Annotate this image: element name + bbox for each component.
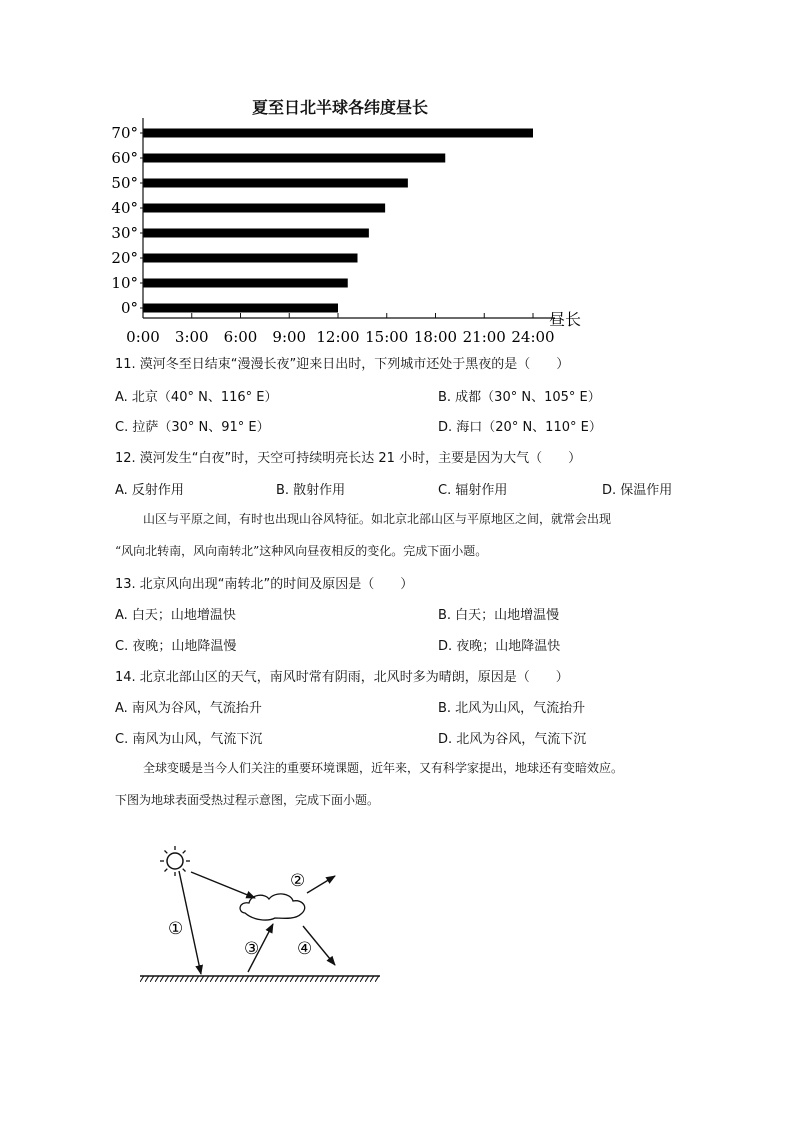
x-tick-label: 9:00 bbox=[272, 328, 307, 346]
question-12-option-d[interactable]: D. 保温作用 bbox=[602, 483, 673, 498]
passage-line: 全球变暖是当今人们关注的重要环境课题，近年来，又有科学家提出，地球还有变暗效应。 bbox=[143, 761, 624, 775]
y-tick-label: 10° bbox=[111, 274, 138, 292]
chart-bar bbox=[143, 304, 338, 313]
diagram-label-2: ② bbox=[290, 871, 306, 891]
x-axis-label: 昼长 bbox=[549, 310, 582, 329]
passage-line: 山区与平原之间，有时也出现山谷风特征。如北京北部山区与平原地区之间，就常会出现 bbox=[143, 512, 612, 526]
arrow-sun-to-cloud bbox=[191, 872, 255, 898]
chart-bar bbox=[143, 129, 533, 138]
cloud-icon bbox=[240, 894, 305, 920]
question-14-option-d[interactable]: D. 北风为谷风，气流下沉 bbox=[438, 732, 587, 747]
question-14-stem: 14. 北京北部山区的天气，南风时常有阴雨，北风时多为晴朗，原因是（ ） bbox=[115, 670, 569, 685]
question-13-option-a[interactable]: A. 白天；山地增温快 bbox=[115, 608, 236, 623]
question-12-option-b[interactable]: B. 散射作用 bbox=[276, 483, 346, 498]
y-tick-label: 50° bbox=[111, 174, 138, 192]
y-tick-label: 60° bbox=[111, 149, 138, 167]
question-13-option-c[interactable]: C. 夜晚；山地降温慢 bbox=[115, 639, 237, 654]
passage-line: “风向北转南，风向南转北”这种风向昼夜相反的变化。完成下面小题。 bbox=[115, 544, 488, 558]
question-13-option-d[interactable]: D. 夜晚；山地降温快 bbox=[438, 639, 561, 654]
x-tick-label: 6:00 bbox=[223, 328, 258, 346]
x-tick-label: 24:00 bbox=[511, 328, 555, 346]
question-11-option-a[interactable]: A. 北京（40° N、116° E） bbox=[115, 390, 278, 405]
question-11-stem: 11. 漠河冬至日结束“漫漫长夜”迎来日出时，下列城市还处于黑夜的是（ ） bbox=[115, 357, 570, 372]
passage-global-warming bbox=[115, 752, 695, 816]
question-13-option-b[interactable]: B. 白天；山地增温慢 bbox=[438, 608, 560, 623]
question-13-stem: 13. 北京风向出现“南转北”的时间及原因是（ ） bbox=[115, 577, 414, 592]
diagram-label-1: ① bbox=[168, 919, 184, 939]
x-tick-label: 21:00 bbox=[462, 328, 506, 346]
chart-bar bbox=[143, 229, 369, 238]
diagram-label-4: ④ bbox=[297, 939, 313, 959]
question-12-option-a[interactable]: A. 反射作用 bbox=[115, 483, 184, 498]
x-tick-label: 0:00 bbox=[126, 328, 160, 346]
question-14-option-b[interactable]: B. 北风为山风，气流抬升 bbox=[438, 701, 586, 716]
chart-bar bbox=[143, 204, 385, 213]
daylength-bar-chart bbox=[105, 118, 605, 350]
y-tick-label: 40° bbox=[111, 199, 138, 217]
question-12-option-c[interactable]: C. 辐射作用 bbox=[438, 483, 508, 498]
x-tick-label: 15:00 bbox=[365, 328, 409, 346]
x-tick-label: 12:00 bbox=[316, 328, 360, 346]
sun-icon bbox=[160, 846, 190, 876]
diagram-label-3: ③ bbox=[244, 939, 260, 959]
chart-bar bbox=[143, 154, 445, 163]
question-11-option-c[interactable]: C. 拉萨（30° N、91° E） bbox=[115, 420, 270, 435]
ground-surface bbox=[140, 976, 380, 982]
passage-mountain-valley-wind bbox=[115, 503, 695, 567]
arrow-cloud-reflection bbox=[307, 876, 335, 893]
y-tick-label: 30° bbox=[111, 224, 138, 242]
chart-title: 夏至日北半球各纬度昼长 bbox=[252, 98, 429, 117]
y-tick-label: 20° bbox=[111, 249, 138, 267]
question-11-option-d[interactable]: D. 海口（20° N、110° E） bbox=[438, 420, 602, 435]
question-11-option-b[interactable]: B. 成都（30° N、105° E） bbox=[438, 390, 601, 405]
question-14-option-c[interactable]: C. 南风为山风，气流下沉 bbox=[115, 732, 263, 747]
y-tick-label: 0° bbox=[120, 299, 138, 317]
passage-line: 下图为地球表面受热过程示意图，完成下面小题。 bbox=[115, 793, 380, 807]
x-tick-label: 18:00 bbox=[413, 328, 458, 346]
question-14-option-a[interactable]: A. 南风为谷风，气流抬升 bbox=[115, 701, 262, 716]
chart-bar bbox=[143, 279, 348, 288]
surface-heating-diagram bbox=[135, 838, 385, 988]
x-tick-label: 3:00 bbox=[174, 328, 209, 346]
chart-bar bbox=[143, 179, 408, 188]
question-12-stem: 12. 漠河发生“白夜”时，天空可持续明亮长达 21 小时，主要是因为大气（ ） bbox=[115, 451, 582, 466]
y-tick-label: 70° bbox=[111, 124, 138, 142]
chart-bar bbox=[143, 254, 358, 263]
